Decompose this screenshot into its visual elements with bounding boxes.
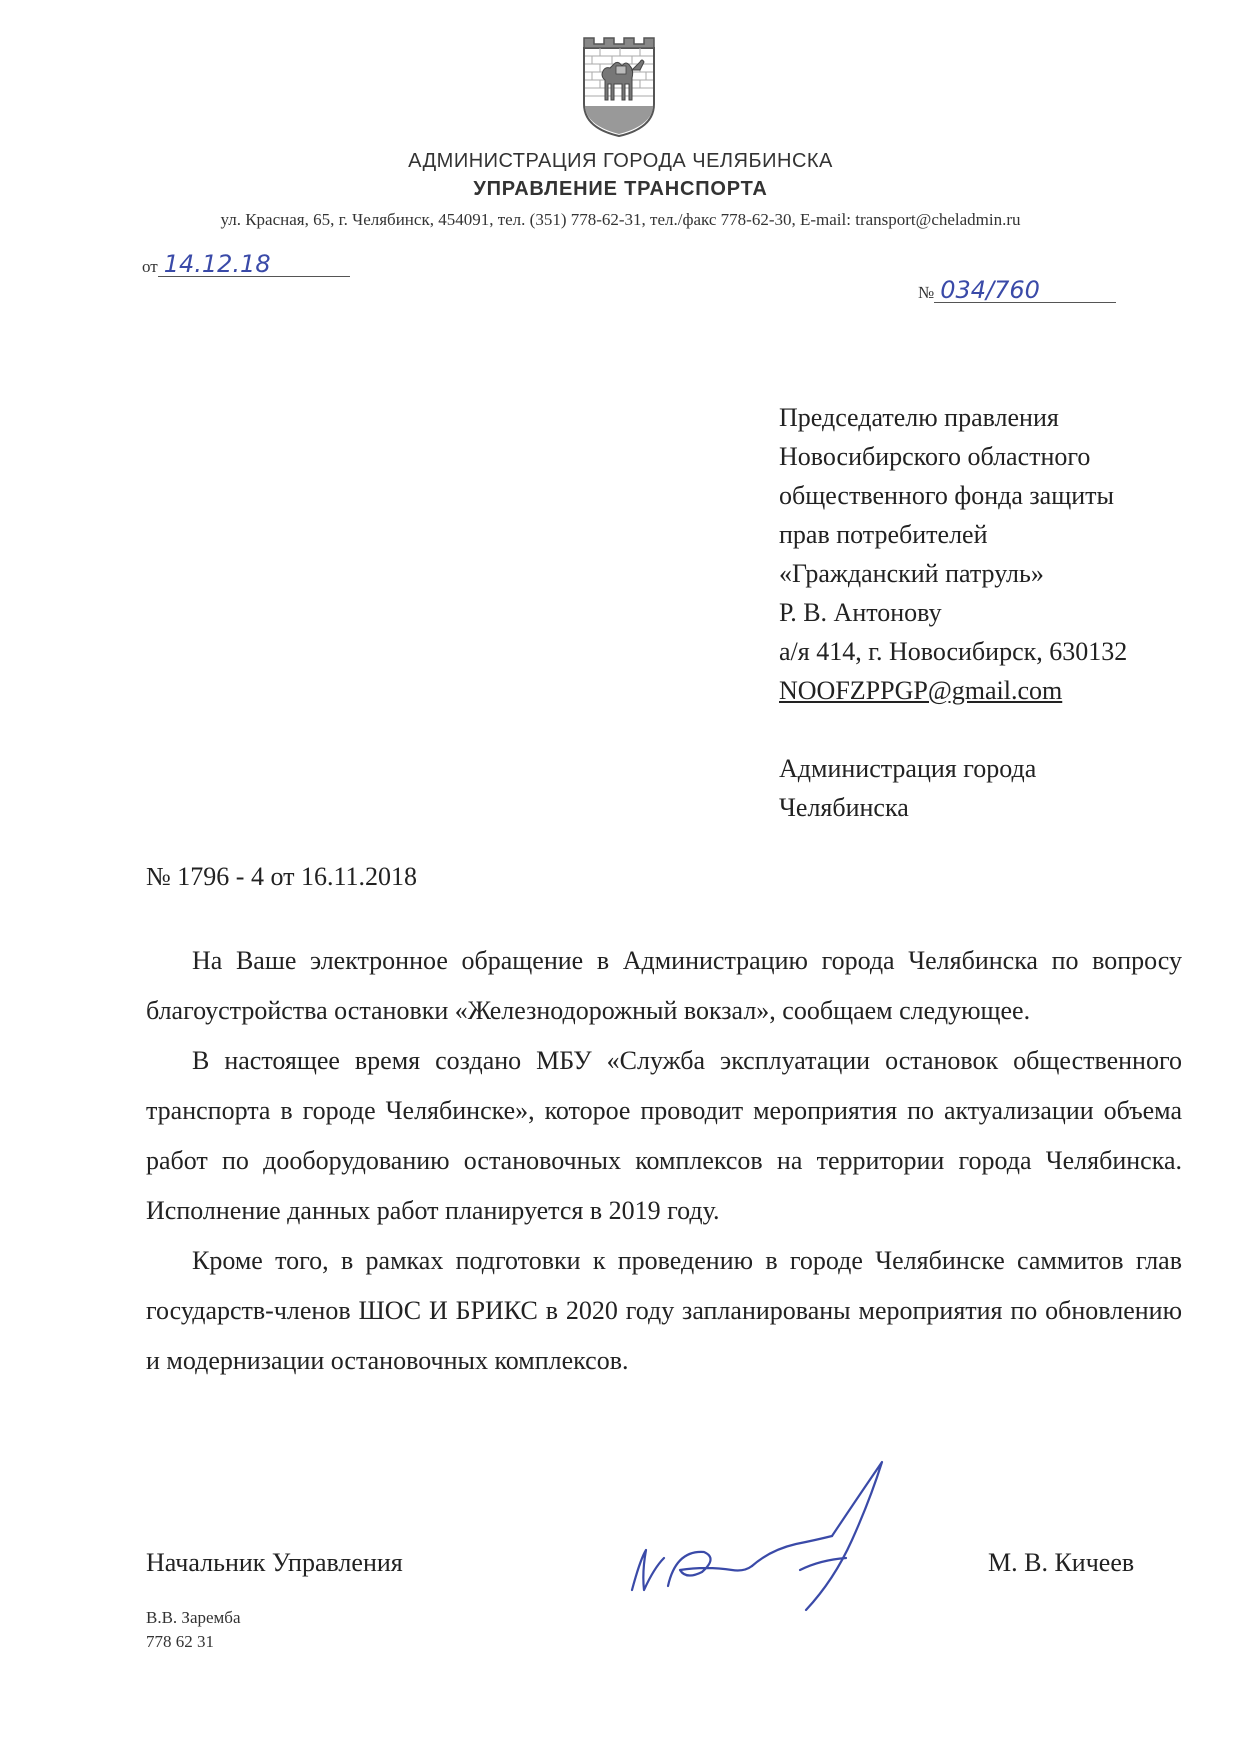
body-paragraph: На Ваше электронное обращение в Администрацию города Челябинска по вопросу благоустройства остановки «Железнодорожный вокзал», сообщаем следующее. xyxy=(146,946,1182,1025)
city-emblem-icon xyxy=(580,34,658,138)
recipient-email[interactable]: NOOFZPPGP@gmail.com xyxy=(779,676,1063,705)
date-handwritten: 14.12.18 xyxy=(158,252,350,277)
number-handwritten: 034/760 xyxy=(934,278,1116,303)
contact-address: ул. Красная, 65, г. Челябинск, 454091, тел. (351) 778-62-31, тел./факс 778-62-30, E-mail: transport@cheladmin.ru xyxy=(220,210,1021,229)
date-prefix: от xyxy=(142,257,158,276)
number-prefix: № xyxy=(918,283,935,302)
recipient-block xyxy=(779,398,1219,827)
recipient-line: общественного фонда защиты xyxy=(779,481,1114,510)
recipient-line: а/я 414, г. Новосибирск, 630132 xyxy=(779,637,1128,666)
letter-body xyxy=(146,936,1182,1386)
recipient-line: Р. В. Антонову xyxy=(779,598,942,627)
copy-line: Челябинска xyxy=(779,793,909,822)
executor-phone: 778 62 31 xyxy=(146,1632,214,1651)
signatory-name: М. В. Кичеев xyxy=(988,1548,1135,1577)
handwritten-signature xyxy=(620,1440,930,1620)
department-name: УПРАВЛЕНИЕ ТРАНСПОРТА xyxy=(473,178,768,200)
recipient-line: прав потребителей xyxy=(779,520,988,549)
recipient-line: «Гражданский патруль» xyxy=(779,559,1044,588)
outgoing-date xyxy=(142,252,350,277)
recipient-line: Новосибирского областного xyxy=(779,442,1091,471)
executor-name: В.В. Заремба xyxy=(146,1608,241,1627)
copy-line: Администрация города xyxy=(779,754,1037,783)
recipient-line: Председателю правления xyxy=(779,403,1059,432)
executor-info xyxy=(146,1606,241,1654)
outgoing-number xyxy=(918,278,1116,303)
signatory-title: Начальник Управления xyxy=(146,1548,403,1577)
body-paragraph: В настоящее время создано МБУ «Служба эксплуатации остановок общественного транспорта в городе Челябинске», которое проводит мероприятия по актуализации объема работ по дооборудованию остановочных комплексов на территории города Челябинска. Исполнение данных работ планируется в 2019 году. xyxy=(146,1046,1182,1225)
reference-number: № 1796 - 4 от 16.11.2018 xyxy=(146,862,418,891)
spacer xyxy=(779,710,1219,749)
organization-name: АДМИНИСТРАЦИЯ ГОРОДА ЧЕЛЯБИНСКА xyxy=(408,150,833,172)
body-paragraph: Кроме того, в рамках подготовки к проведению в городе Челябинске саммитов глав государств-членов ШОС И БРИКС в 2020 году запланированы мероприятия по обновлению и модернизации остановочных комплексов. xyxy=(146,1246,1182,1375)
